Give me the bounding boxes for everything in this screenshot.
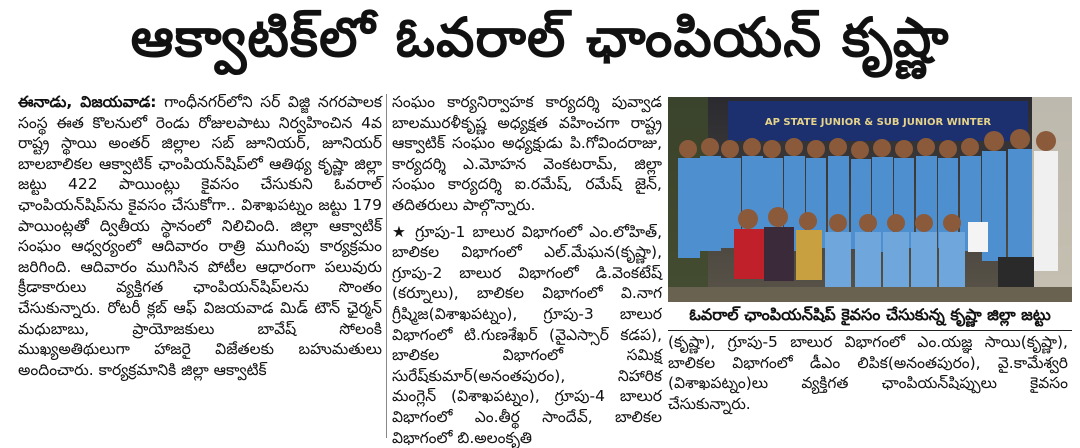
photo-caption: ఓవరాల్‌ ఛాంపియన్‌షిప్‌ కైవసం చేసుకున్న కృష్ణా జిల్లా జట్టు <box>668 302 1072 331</box>
banner-text: AP STATE JUNIOR & SUB JUNIOR WINTER <box>764 117 992 128</box>
dateline: ఈనాడు, విజయవాడ: <box>18 93 157 111</box>
column-1-text: గాంధీనగర్‌లోని సర్‌ విజ్జి నగరపాలక సంస్థ ఈత కొలనులో రెండు రోజులపాటు నిర్వహించిన 4వ రాష్ట్ర స్థాయి అంతర్‌ జిల్లాల సబ్‌ జూనియర్‌, జూనియర్‌ బాలబాలికల ఆక్వాటిక్‌ ఛాంపియన్‌షిప్‌లో ఆతిథ్య కృష్ణా జిల్లా జట్టు 422 పాయింట్లు కైవసం చేసుకుని ఓవరాల్‌ ఛాంపియన్‌షిప్‌ను కైవసం చేసుకోగా.. విశాఖపట్నం జట్టు 179 పాయింట్లతో ద్వితీయ స్థానంలో నిలిచింది. జిల్లా ఆక్వాటిక్‌ సంఘం ఆధ్వర్యంలో ఆదివారం రాత్రి ముగింపు కార్యక్రమం జరిగింది. ఆదివారం ముగిసిన పోటీల ఆధారంగా పలువురు క్రీడాకారులు వ్యక్తిగత ఛాంపియన్‌షిప్‌లను సొంతం చేసుకున్నారు. రోటరీ క్లబ్‌ ఆఫ్‌ విజయవాడ మిడ్‌ టౌన్‌ ఛైర్మన్‌ మధుబాబు, ప్రాయోజకులు బావేష్‌ సోలంకి ముఖ్యఅతిథులుగా హాజరై విజేతలకు బహుమతులు అందించారు. కార్యక్రమానికి జిల్లా ఆక్వాటిక్‌ <box>18 93 382 379</box>
column-3-text: (కృష్ణా), గ్రూపు-5 బాలుర విభాగంలో ఎం.యజ్ఞ సాయి(కృష్ణా), బాలికల విభాగంలో డీఎం లిపిక(అనంతపురం), వై.కామేశ్వరి (విశాఖపట్నం)లు వ్యక్తిగత ఛాంపియన్‌షిప్పులు కైవసం చేసుకున్నారు. <box>668 333 1068 413</box>
article-column-3 <box>668 332 1068 414</box>
headline: ఆక్వాటిక్‌లో ఓవరాల్‌ ఛాంపియన్‌ కృష్ణా <box>130 5 950 69</box>
article-column-2 <box>392 92 662 448</box>
column-2-text: సంఘం కార్యనిర్వాహక కార్యదర్శి పువ్వాడ బాలమురళీకృష్ణ అధ్యక్షత వహించగా రాష్ట్ర ఆక్వాటిక్‌ సంఘం అధ్యక్షుడు పి.గోవిందరాజు, కార్యదర్శి ఎ.మోహన వెంకటరామ్‌, జిల్లా సంఘం కార్యదర్శి ఐ.రమేష్‌, రమేష్‌ జైన్‌, తదితరులు పాల్గొన్నారు. <box>392 93 662 214</box>
team-photo <box>668 97 1072 302</box>
article-column-1 <box>18 92 382 380</box>
column-divider <box>386 94 387 438</box>
column-2-results: ★ గ్రూపు-1 బాలుర విభాగంలో ఎం.లోహిత్‌, బాలికల విభాగంలో ఎల్‌.మేఘన(కృష్ణా), గ్రూపు-2 బాలుర విభాగంలో డి.వెంకటేష్‌ (కర్నూలు), బాలికల విభాగంలో వి.నాగ గ్రీష్మిజ(విశాఖపట్నం), గ్రూపు-3 బాలుర విభాగంలో టి.గుణశేఖర్‌ (వైఎస్సార్‌ కడప), బాలికల విభాగంలో సమిక్ష సురేష్‌కుమార్‌(అనంతపురం), నిహారిక మంగ్లెన్‌ (విశాఖపట్నం), గ్రూపు-4 బాలుర విభాగంలో ఎం.తీర్థ సాందేవ్‌, బాలికల విభాగంలో బి.అలంకృతి <box>392 222 662 447</box>
team-photo-image <box>668 97 1072 302</box>
